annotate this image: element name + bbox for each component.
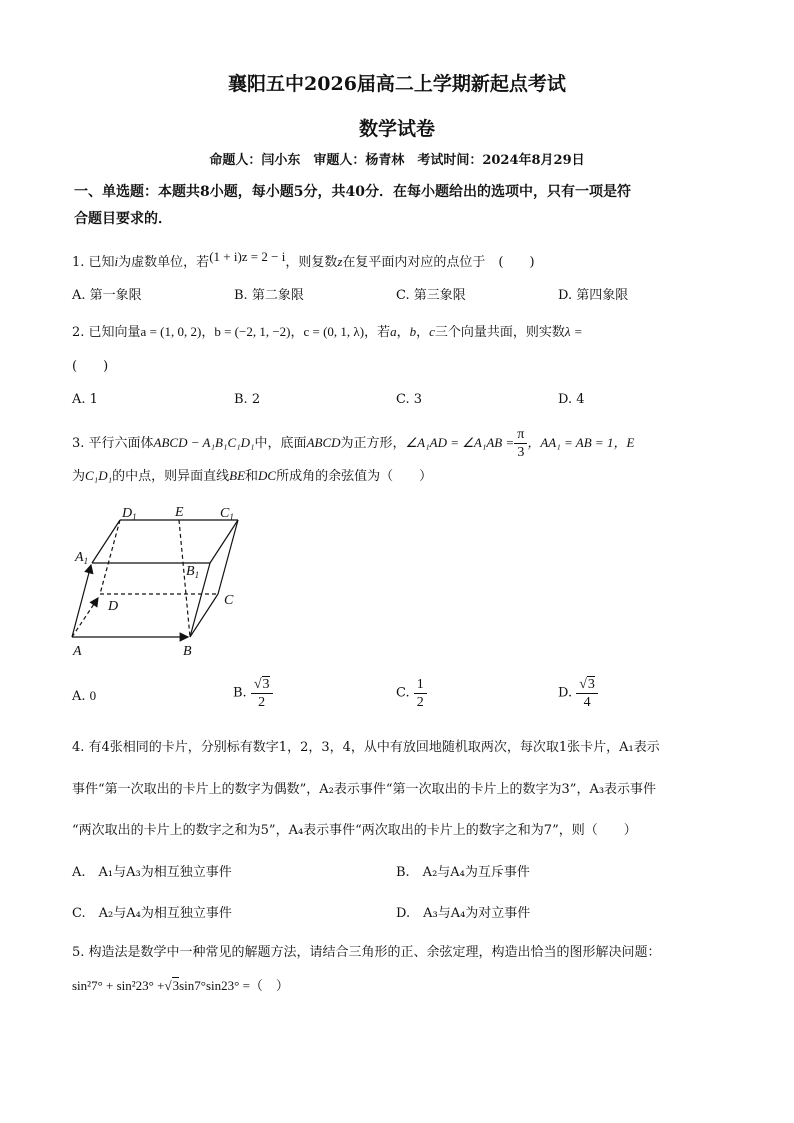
q1-z: z bbox=[337, 254, 343, 269]
q3-pre: 3. 平行六面体 bbox=[72, 436, 154, 451]
q1-option-a[interactable]: A. 第一象限 bbox=[72, 288, 142, 303]
q3-option-a-letter: A. bbox=[72, 689, 86, 704]
question-4-line1: 4. 有4张相同的卡片，分别标有数字1，2，3，4，从中有放回地随机取两次，每次取1张卡片，A₁表示 bbox=[72, 740, 660, 755]
label-b: B bbox=[183, 644, 192, 659]
q3-option-c-den: 2 bbox=[416, 695, 424, 710]
q3-solid: ABCD − A₁B₁C₁D₁ bbox=[153, 435, 255, 450]
q1-option-b[interactable]: B. 第二象限 bbox=[234, 288, 304, 303]
q2-option-c[interactable]: C. 3 bbox=[396, 392, 423, 407]
edge-d1a1 bbox=[92, 520, 120, 563]
label-b1: $B_1$ bbox=[186, 564, 200, 580]
question-5-line1: 5. 构造法是数学中一种常见的解题方法，请结合三角形的正、余弦定理，构造出恰当的图形解决问题： bbox=[72, 945, 661, 960]
q4-option-d[interactable]: D. A₃与A₄为对立事件 bbox=[396, 906, 531, 921]
q2-vector-a: a = (1, 0, 2) bbox=[140, 324, 202, 339]
q1-option-d[interactable]: D. 第四象限 bbox=[558, 288, 629, 303]
label-c1: $C_1$ bbox=[220, 506, 234, 522]
question-1 bbox=[72, 249, 535, 273]
question-2: 2. 已知向量a = (1, 0, 2)，b = (−2, 1, −2)，c = (0, 1, λ)，若a，b，c三个向量共面，则实数λ = bbox=[72, 324, 583, 340]
q4-option-b[interactable]: B. A₂与A₄为互斥事件 bbox=[396, 865, 530, 880]
q3-lengths: ，AA₁ = AB = 1，E bbox=[527, 435, 635, 450]
edge-d1d bbox=[100, 520, 120, 594]
q2-paren: ( ) bbox=[72, 359, 109, 374]
q2-post: 三个向量共面，则实数 bbox=[434, 325, 565, 340]
q1-mid: 为虚数单位，若 bbox=[118, 255, 210, 270]
q5-expr-pre: sin²7° + sin²23° + bbox=[72, 978, 165, 993]
q3-line2-pre: 为 bbox=[72, 469, 86, 484]
parallelepiped-figure bbox=[70, 500, 260, 665]
section-heading-line2: 合题目要求的． bbox=[74, 211, 172, 227]
exam-title: 襄阳五中2026届高二上学期新起点考试 bbox=[228, 73, 566, 95]
vector-ad bbox=[72, 598, 98, 637]
q2-c: c bbox=[429, 324, 435, 339]
q3-base: ABCD bbox=[306, 435, 341, 450]
q3-option-c-num: 1 bbox=[414, 676, 427, 694]
q2-option-a[interactable]: A. 1 bbox=[72, 392, 98, 407]
exam-subtitle: 数学试卷 bbox=[358, 118, 435, 140]
question-3-line1 bbox=[72, 426, 634, 461]
q1-pre: 1. 已知 bbox=[72, 255, 115, 270]
q3-dc: DC bbox=[258, 468, 277, 483]
section-heading-line1: 一、单选题：本题共8小题，每小题5分，共40分．在每小题给出的选项中，只有一项是符 bbox=[74, 184, 631, 200]
vector-aa1 bbox=[72, 565, 91, 637]
q3-option-c-fraction bbox=[414, 676, 427, 711]
q3-he: 和 bbox=[245, 469, 259, 484]
q3-pi-over-3 bbox=[514, 426, 527, 461]
q3-be: BE bbox=[229, 468, 246, 483]
q3-line2-mid: 的中点，则异面直线 bbox=[112, 469, 230, 484]
q3-angles: ∠A₁AD = ∠A₁AB = bbox=[405, 435, 515, 450]
edge-cb bbox=[190, 594, 218, 637]
label-c: C bbox=[224, 593, 234, 608]
q3-option-d[interactable] bbox=[558, 676, 598, 711]
q1-i: i bbox=[114, 254, 119, 269]
q2-vector-c: c = (0, 1, λ) bbox=[303, 324, 365, 339]
edge-c1b1 bbox=[210, 520, 238, 563]
q1-option-c[interactable]: C. 第三象限 bbox=[396, 288, 466, 303]
q3-option-b-den: 2 bbox=[258, 695, 266, 710]
q1-equation: (1 + i)z = 2 − i bbox=[209, 249, 286, 264]
q2-pre: 2. 已知向量 bbox=[72, 325, 141, 340]
q3-option-b[interactable] bbox=[233, 676, 273, 711]
question-5-expression: sin²7° + sin²23° +√3sin7°sin23° =（ ） bbox=[72, 978, 289, 993]
q3-option-d-num: 3 bbox=[587, 677, 595, 692]
q3-line2-post: 所成角的余弦值为（ ） bbox=[276, 469, 433, 484]
q1-mid2: ，则复数 bbox=[285, 255, 338, 270]
edge-c1c bbox=[218, 520, 238, 594]
question-3-line2 bbox=[72, 466, 432, 487]
q2-option-d[interactable]: D. 4 bbox=[558, 392, 585, 407]
q2-a: a bbox=[390, 324, 397, 339]
q2-lambda: λ = bbox=[564, 324, 583, 339]
q5-sqrt3: 3 bbox=[172, 978, 180, 993]
q3-pi: π bbox=[514, 426, 527, 444]
q2-b: b bbox=[409, 324, 417, 339]
q3-option-d-fraction: $\frac{√3}{4}$ bbox=[576, 676, 598, 711]
q3-option-b-fraction: $\frac{√3}{2}$ bbox=[251, 676, 273, 711]
q3-option-c[interactable] bbox=[396, 676, 427, 711]
q3-option-c-letter: C. bbox=[396, 685, 410, 701]
label-e: E bbox=[175, 505, 184, 520]
label-a1: $A_1$ bbox=[75, 550, 89, 566]
q4-option-c[interactable]: C. A₂与A₄为相互独立事件 bbox=[72, 906, 232, 921]
q3-option-d-letter: D. bbox=[558, 685, 573, 701]
q3-mid: 中，底面 bbox=[254, 436, 307, 451]
exam-meta: 命题人：闫小东 审题人：杨青林 考试时间：2024年8月29日 bbox=[209, 153, 585, 168]
q2-mid: ，若 bbox=[364, 325, 391, 340]
q5-expr-post: sin7°sin23° =（ ） bbox=[179, 978, 289, 993]
question-4-line3: “两次取出的卡片上的数字之和为5”，A₄表示事件“两次取出的卡片上的数字之和为7”，则（ ） bbox=[72, 823, 637, 838]
q3-three: 3 bbox=[517, 445, 525, 460]
q3-option-a[interactable] bbox=[72, 686, 96, 707]
q3-mid2: 为正方形， bbox=[340, 436, 406, 451]
label-d: D bbox=[108, 599, 119, 614]
q3-seg: C₁D₁ bbox=[85, 468, 113, 483]
q4-option-a[interactable]: A. A₁与A₃为相互独立事件 bbox=[72, 865, 232, 880]
label-a: A bbox=[73, 644, 82, 659]
question-4-line2: 事件“第一次取出的卡片上的数字为偶数”，A₂表示事件“第一次取出的卡片上的数字为3”，A₃表示事件 bbox=[72, 782, 657, 797]
q2-vector-b: b = (−2, 1, −2) bbox=[214, 324, 291, 339]
q3-option-d-den: 4 bbox=[583, 695, 591, 710]
q3-option-b-num: 3 bbox=[262, 677, 270, 692]
q2-option-b[interactable]: B. 2 bbox=[234, 392, 261, 407]
q3-option-a-value: 0 bbox=[89, 688, 97, 703]
q1-post: 在复平面内对应的点位于 ( ) bbox=[342, 255, 535, 270]
label-d1: $D_1$ bbox=[122, 506, 137, 522]
q3-option-b-letter: B. bbox=[233, 685, 247, 701]
